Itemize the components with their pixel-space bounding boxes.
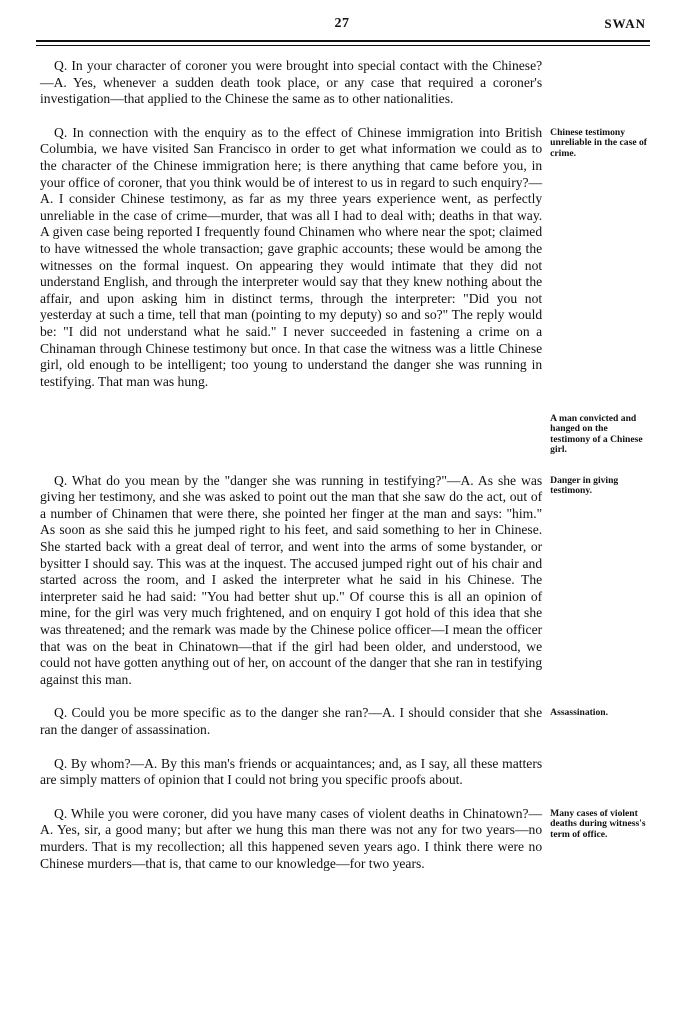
- qa-block-3: [40, 473, 648, 689]
- paragraph: Q. In connection with the enquiry as to the effect of Chinese immigration into British Columbia, we have visited San Francisco in order to get what information we could as to the character of the Chinese immigration here; is there anything that came before you, in your office of coroner, that you think would be of interest to us in regard to such enquiry?—A. I consider Chinese testimony, as far as my three years experience went, as perfectly unreliable in the case of crime—murder, that was all I had to deal with; deaths in that way. A given case being reported I frequently found Chinamen who where near the spot; claimed to have witnessed the whole transaction; gave graphic accounts; these would be among the witnesses on the formal inquest. On appearing they would intimate that they did not understand English, and through the interpreter would say that they knew nothing about the affair, and upon asking him in distinct terms, through the interpreter: "Did you not yesterday at such a time, tell that man (pointing to my deputy) so and so?" The reply would be: "I did not understand what he said." I never succeeded in fastening a crime on a Chinaman through Chinese testimony but once. In that case the witness was a little Chinese girl, old enough to be intelligent; too young to understand the danger she was running in testifying. That man was hung.: [40, 124, 543, 389]
- margin-note-column: [550, 756, 648, 759]
- qa-block-4: [40, 705, 648, 738]
- margin-note-column: [550, 473, 648, 497]
- paragraph: Q. In your character of coroner you were brought into special contact with the Chinese?—A. Yes, whenever a sudden death took place, or any case that required a coroner's investigation—that applied to the Chinese the same as to other nationalities.: [40, 58, 543, 107]
- running-head: SWAN: [604, 16, 646, 31]
- qa-block-2: [40, 125, 648, 456]
- header-rule: [36, 40, 650, 42]
- header-rule-thin: [36, 45, 650, 46]
- page-number: 27: [334, 16, 350, 31]
- margin-note-column: [550, 125, 648, 456]
- qa-block-6: [40, 806, 648, 872]
- margin-note-column: [550, 705, 648, 718]
- margin-note: A man convicted and hanged on the testimony of a Chinese girl.: [550, 413, 643, 456]
- page-body: [40, 58, 648, 889]
- margin-note: Many cases of violent deaths during witness's term of office.: [550, 807, 646, 840]
- margin-note-column: [550, 58, 648, 61]
- paragraph: Q. While you were coroner, did you have many cases of violent deaths in Chinatown?—A. Yes, sir, a good many; but after we hung this man there was not any for two years—no murders. That is my recollection; all this happened seven years ago. I think there were no Chinese murders—that is, that came to our knowledge—for two years.: [40, 805, 543, 871]
- page-header: [36, 14, 648, 38]
- margin-note: Chinese testimony unreliable in the case of crime.: [550, 126, 647, 159]
- margin-note: Danger in giving testimony.: [550, 474, 619, 497]
- margin-note: Assassination.: [550, 707, 609, 719]
- paragraph: Q. Could you be more specific as to the danger she ran?—A. I should consider that she ran the danger of assassination.: [40, 705, 543, 737]
- paragraph: Q. What do you mean by the "danger she was running in testifying?"—A. As she was giving her testimony, and she was asked to point out the man that she saw do the act, out of a number of Chinamen that were there, she pointed her finger at the man and says: "him." As soon as she said this he jumped right to his feet, and said something to her in Chinese. She started back with a great deal of terror, and went into the arms of some bystander, or bysitter I should say. This was at the inquest. The accused jumped right out of his chair and started across the room, and I asked the interpreter what he said in his Chinese. The interpreter said he had said: "You had better shut up." Of course this is all an opinion of mine, for the girl was very much frightened, and on enquiry I got hold of this idea that she was threatened; and the remark was made by the Chinese police officer—I mean the officer that was on the beat in Chinatown—that if the girl had been older, and understood, we could not have gotten anything out of her, on account of the danger that she ran in testifying against this man.: [40, 472, 543, 687]
- qa-block-1: [40, 58, 648, 108]
- paragraph: Q. By whom?—A. By this man's friends or acquaintances; and, as I say, all these matters are simply matters of opinion that I could not bring you specific proofs about.: [40, 755, 543, 788]
- qa-block-5: [40, 756, 648, 789]
- margin-note-column: [550, 806, 648, 840]
